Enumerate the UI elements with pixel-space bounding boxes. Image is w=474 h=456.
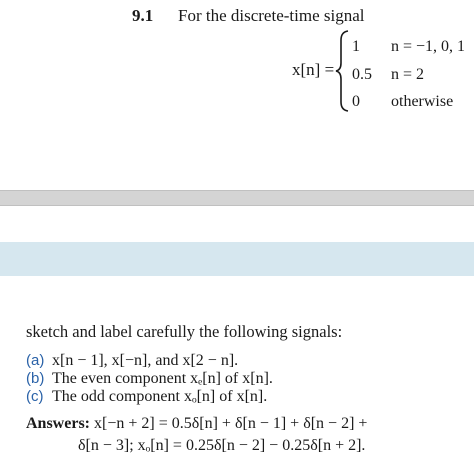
answers-text-1: x[−n + 2] = 0.5δ[n] + δ[n − 1] + δ[n − 2] + <box>94 415 368 432</box>
case-value: 1 <box>352 38 360 55</box>
case-condition: n = 2 <box>391 66 425 83</box>
item-label: (c) <box>26 388 44 405</box>
signal-lhs: x[n] = <box>292 60 335 79</box>
list-item <box>26 352 238 370</box>
case-value: 0 <box>352 93 360 110</box>
answers-label: Answers: <box>26 415 90 432</box>
answers-line-2: δ[n − 3]; xₒ[n] = 0.25δ[n − 2] − 0.25δ[n + 2]. <box>78 437 366 454</box>
case-condition: otherwise <box>391 93 454 110</box>
item-label: (a) <box>26 352 45 369</box>
left-brace-icon <box>335 30 351 112</box>
gray-separator-bar <box>0 190 474 206</box>
problem-lead-text: For the discrete-time signal <box>178 6 365 25</box>
instruction-text: sketch and label carefully the following signals: <box>26 322 343 341</box>
item-label: (b) <box>26 370 45 387</box>
list-item <box>26 370 273 388</box>
item-text: The odd component xₒ[n] of x[n]. <box>52 388 268 405</box>
case-condition: n = −1, 0, 1 <box>391 38 466 55</box>
list-item <box>26 388 267 406</box>
problem-number: 9.1 <box>132 6 154 25</box>
item-text: The even component xₑ[n] of x[n]. <box>52 370 273 387</box>
item-text: x[n − 1], x[−n], and x[2 − n]. <box>52 352 239 369</box>
case-value: 0.5 <box>352 66 372 83</box>
answers-line-1 <box>26 415 367 433</box>
blue-highlight-band <box>0 242 474 276</box>
